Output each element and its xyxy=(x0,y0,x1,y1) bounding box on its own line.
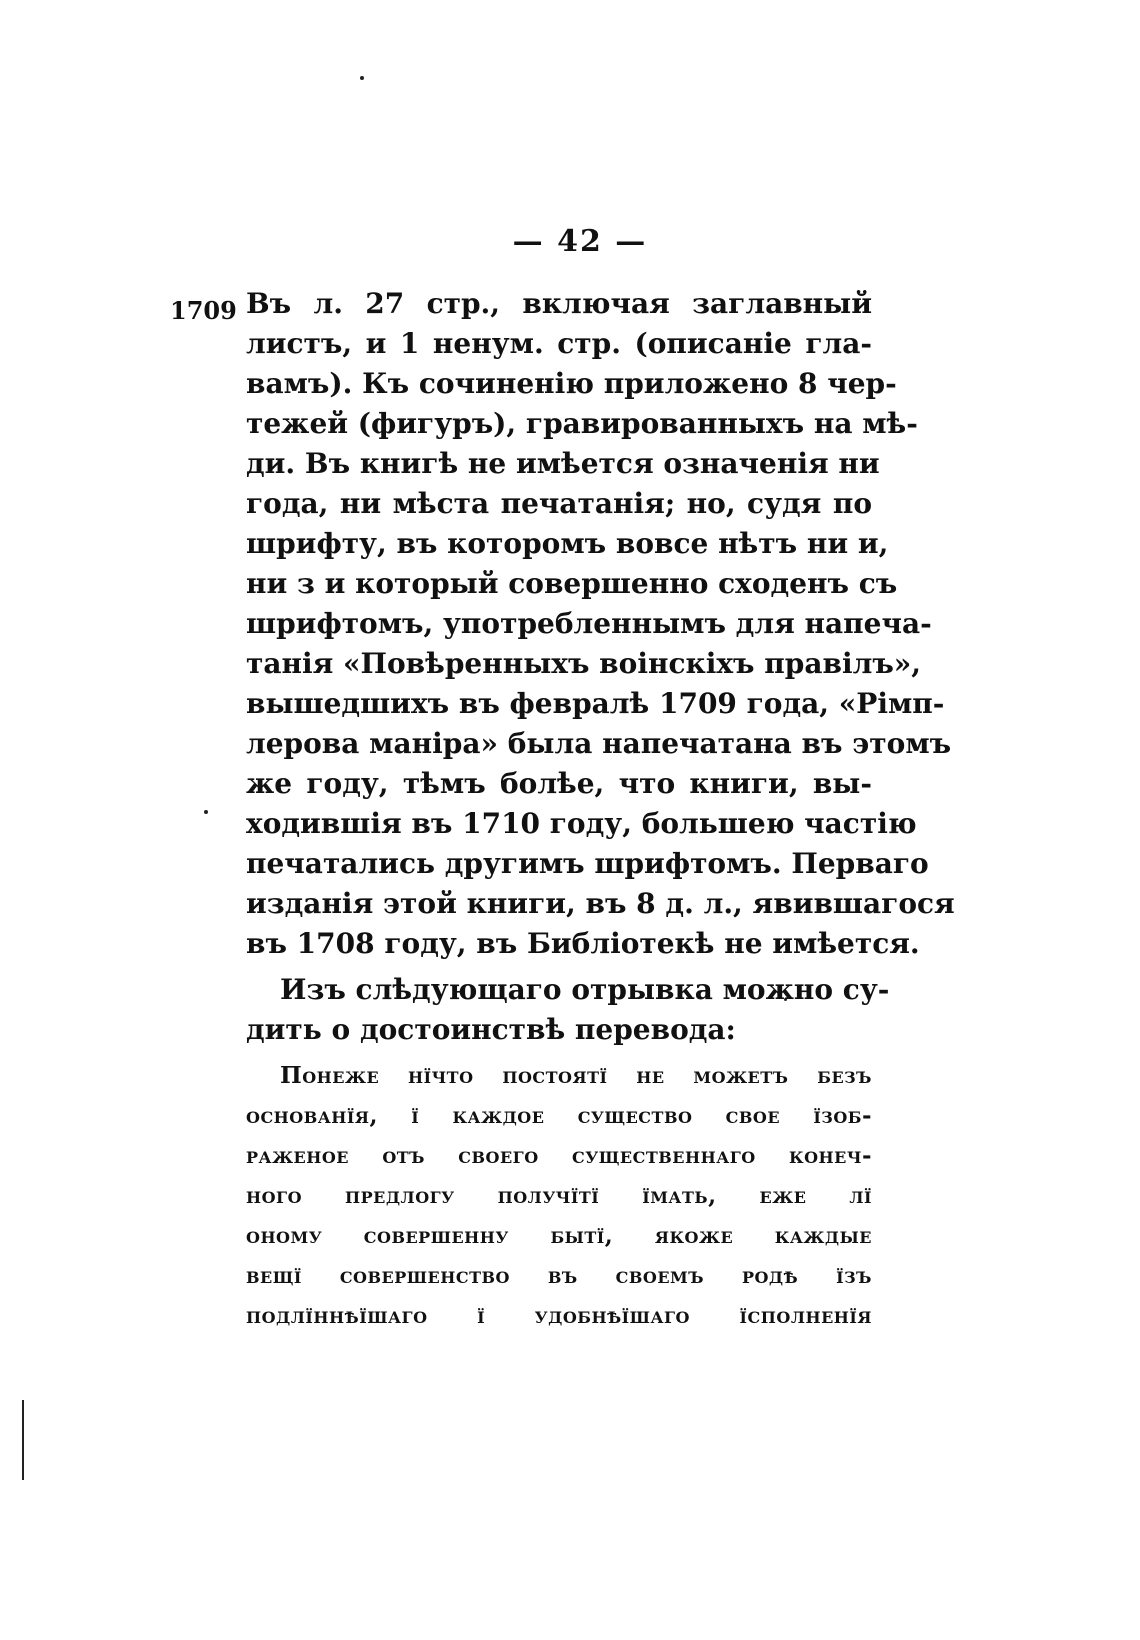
text-column xyxy=(246,284,955,1336)
page-number: — 42 — xyxy=(512,224,648,259)
paragraph-description xyxy=(246,284,955,964)
text-line: ни з и который совершенно сходенъ съ xyxy=(246,567,898,600)
quote-line: Понеже нїчто постоятї не можетъ безъ xyxy=(280,1062,872,1089)
margin-year: 1709 xyxy=(170,296,237,325)
text-line: изданія этой книги, въ 8 д. л., явившагося xyxy=(246,887,955,920)
text-line: Изъ слѣдующаго отрывка можно су- xyxy=(280,973,890,1006)
ink-speck xyxy=(360,76,364,80)
quote-line: ного предлогу получїтї їмать, еже лї xyxy=(246,1182,872,1209)
quote-line: подлїннѣїшаго ї удобнѣїшаго їсполненїя xyxy=(246,1302,872,1329)
text-line: шрифту, въ которомъ вовсе нѣтъ ни и, xyxy=(246,527,889,560)
text-line: вышедшихъ въ февралѣ 1709 года, «Рімп- xyxy=(246,687,945,720)
quoted-excerpt xyxy=(246,1056,872,1336)
text-line: ходившія въ 1710 году, большею частію xyxy=(246,807,917,840)
text-line: ди. Въ книгѣ не имѣется означенія ни xyxy=(246,447,880,480)
text-line: лерова маніра» была напечатана въ этомъ xyxy=(246,727,952,760)
text-line: танія «Повѣренныхъ воінскіхъ правілъ», xyxy=(246,647,922,680)
ink-speck xyxy=(204,810,208,814)
text-line: въ 1708 году, въ Библіотекѣ не имѣется. xyxy=(246,927,920,960)
text-line: года, ни мѣста печатанія; но, судя по xyxy=(246,487,872,520)
text-line: печатались другимъ шрифтомъ. Перваго xyxy=(246,847,929,880)
quote-line: раженое отъ своего существеннаго конеч- xyxy=(246,1142,872,1169)
text-line: же году, тѣмъ болѣе, что книги, вы- xyxy=(246,767,872,800)
quote-line: оному совершенну бытї, якоже каждые xyxy=(246,1222,872,1249)
text-line: дить о достоинствѣ перевода: xyxy=(246,1013,736,1046)
text-line: тежей (фигуръ), гравированныхъ на мѣ- xyxy=(246,407,918,440)
text-line: листъ, и 1 ненум. стр. (описаніе гла- xyxy=(246,327,872,360)
text-line: Въ л. 27 стр., включая заглавный xyxy=(246,287,872,320)
quote-line: вещї совершенство въ своемъ родѣ їзъ xyxy=(246,1262,872,1289)
quote-line: основанїя, ї каждое существо свое їзоб- xyxy=(246,1102,872,1129)
text-line: шрифтомъ, употребленнымъ для напеча- xyxy=(246,607,932,640)
paragraph-excerpt-intro xyxy=(246,970,890,1050)
page-edge-mark xyxy=(22,1400,24,1480)
text-line: вамъ). Къ сочиненію приложено 8 чер- xyxy=(246,367,897,400)
